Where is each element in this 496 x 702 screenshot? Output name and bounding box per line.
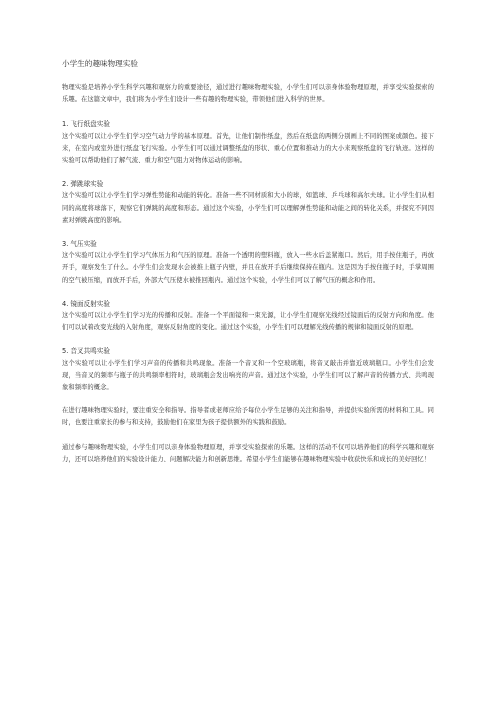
- intro-paragraph: 物理实验是培养小学生科学兴趣和观察力的重要途径，通过进行趣味物理实验，小学生们可以亲身体验物理原理，并享受实验探索的乐趣。在这篇文章中，我们将为小学生们设计一些有趣的物理实验，带领他们进入科学的世界。: [62, 84, 434, 104]
- section-heading: 3. 气压实验: [62, 240, 97, 249]
- section-heading: 1. 飞行纸盘实验: [62, 120, 110, 129]
- section-flying-disc: [62, 118, 434, 167]
- section-bouncing-ball: [62, 178, 434, 227]
- section-heading: 5. 音叉共鸣实验: [62, 347, 110, 356]
- conclusion-paragraph: 通过参与趣味物理实验，小学生们可以亲身体验物理原理，并享受实验探索的乐趣。这样的活动不仅可以培养他们的科学兴趣和观察力，还可以培养他们的实验设计能力、问题解决能力和创新思维。希望小学生们能够在趣味物理实验中收获快乐和成长的美好回忆！: [62, 443, 434, 463]
- section-body: 这个实验可以让小学生们学习声音的传播和共鸣现象。准备一个音叉和一个空玻璃瓶，将音叉敲击并靠近玻璃瓶口。小学生们会发现，当音叉的频率与瓶子的共鸣频率相符时，玻璃瓶会发出响亮的声音。通过这个实验，小学生们可以了解声音的传播方式、共鸣现象和频率的概念。: [62, 359, 434, 392]
- safety-paragraph: 在进行趣味物理实验时，要注重安全和指导。指导者或老师应给予每位小学生足够的关注和指导，并提供实验所需的材料和工具。同时，也要注重家长的参与和支持，鼓励他们在家里为孩子提供额外的实践和鼓励。: [62, 407, 434, 427]
- document-title: 小学生的趣味物理实验: [62, 59, 138, 68]
- section-heading: 4. 镜面反射实验: [62, 299, 110, 308]
- section-heading: 2. 弹跳球实验: [62, 180, 104, 189]
- section-mirror-reflection: [62, 298, 434, 335]
- section-tuning-fork: [62, 345, 434, 394]
- section-body: 这个实验可以让小学生们学习弹性势能和动能的转化。准备一些不同材质和大小的球，如篮球、乒乓球和高尔夫球。让小学生们从相同的高度将球落下，观察它们弹跳的高度和形态。通过这个实验，小学生们可以理解弹性势能和动能之间的转化关系，并探究不同因素对弹跳高度的影响。: [62, 192, 434, 224]
- section-body: 这个实验可以让小学生们学习空气动力学的基本原理。首先，让他们制作纸盘，然后在纸盘的两侧分别画上不同的图案或颜色。接下来，在室内或室外进行纸盘飞行实验。小学生们可以通过调整纸盘的形状、重心位置和推动力的大小来观察纸盘的飞行轨迹。这样的实验可以帮助他们了解气流、重力和空气阻力对物体运动的影响。: [62, 132, 434, 165]
- section-air-pressure: [62, 238, 434, 287]
- section-body: 这个实验可以让小学生们学习光的传播和反射。准备一个平面镜和一束光源，让小学生们观察光线经过镜面后的反射方向和角度。他们可以试着改变光线的入射角度，观察反射角度的变化。通过这个实验，小学生们可以理解光线传播的规律和镜面反射的原理。: [62, 312, 434, 332]
- section-body: 这个实验可以让小学生们学习气体压力和气压的原理。准备一个透明的塑料瓶，放入一些水后盖紧瓶口。然后，用手按住瓶子，再放开手，观察发生了什么。小学生们会发现水会被推上瓶子内壁，并且在放开手后继续保持在瓶内。这是因为手按住瓶子时，手掌周围的空气被压缩，而放开手后，外部大气压使水被推回瓶内。通过这个实验，小学生们可以了解气压的概念和作用。: [62, 252, 434, 284]
- document-page: [62, 58, 434, 466]
